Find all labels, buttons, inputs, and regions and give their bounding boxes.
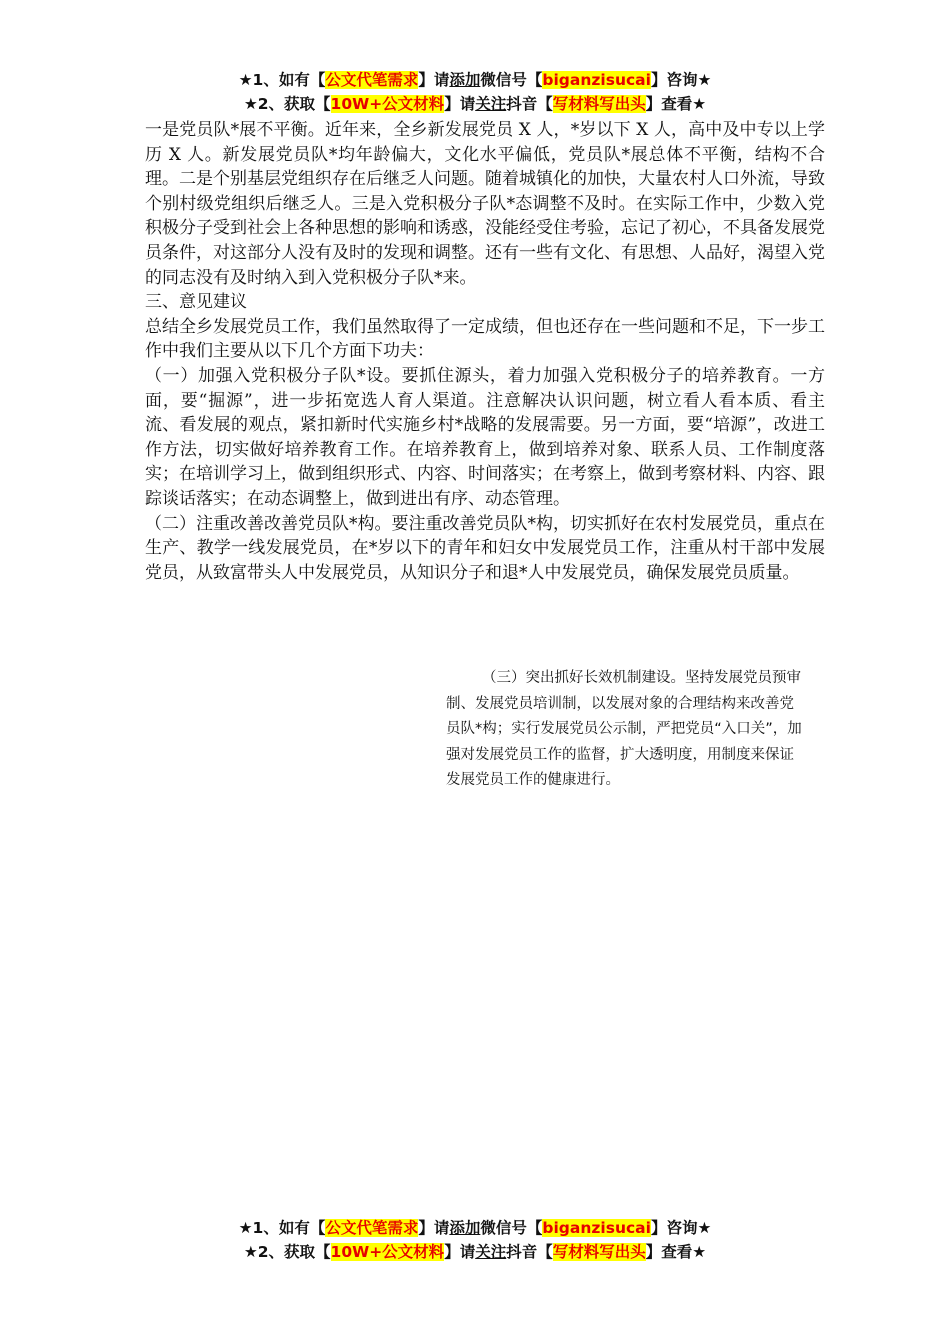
banner-text: 】查看★ [645,95,707,113]
highlight-wechat-id: biganzisucai [542,71,651,89]
banner-line-1 [0,68,950,92]
banner-text: 】请 [418,71,450,89]
banner-text: ★1、如有【 [238,1219,326,1237]
banner-text: 】查看★ [645,1243,707,1261]
highlight-materials: 10W+公文材料 [330,95,445,113]
banner-text: ★2、获取【 [243,1243,331,1261]
banner-text: 】请 [444,1243,476,1261]
highlight-materials: 10W+公文材料 [330,1243,445,1261]
banner-emphasis: 关注 [475,95,507,113]
banner-text: ★1、如有【 [238,71,326,89]
section-heading-suggestions: 三、意见建议 [145,292,247,313]
paragraph-suggestion-3: （三）突出抓好长效机制建设。坚持发展党员预审制、发展党员培训制，以发展对象的合理结构来改善党员队*构；实行发展党员公示制，严把党员“入口关”，加强对发展党员工作的监督，扩大透明度，用制度来保证发展党员工作的健康进行。 [446,670,802,789]
banner-text: 抖音【 [506,1243,553,1261]
paragraph-suggestion-2: （二）注重改善改善党员队*构。要注重改善党员队*构，切实抓好在农村发展党员，重点在生产、教学一线发展党员，在*岁以下的青年和妇女中发展党员工作，注重从村干部中发展党员，从致富带头人中发展党员，从知识分子和退*人中发展党员，确保发展党员质量。 [145,513,825,583]
footer-banner [0,1216,950,1264]
banner-text: 】请 [444,95,476,113]
highlight-service: 公文代笔需求 [325,1219,419,1237]
banner-emphasis: 关注 [475,1243,507,1261]
banner-line-1 [0,1216,950,1240]
highlight-douyin: 写材料写出头 [552,95,646,113]
banner-text: 】咨询★ [650,1219,712,1237]
banner-text: 】请 [418,1219,450,1237]
banner-text: 】咨询★ [650,71,712,89]
banner-line-2 [0,1240,950,1264]
banner-emphasis: 添加 [449,71,481,89]
header-banner [0,68,950,116]
document-body [145,118,825,585]
banner-emphasis: 添加 [449,1219,481,1237]
paragraph-summary: 总结全乡发展党员工作，我们虽然取得了一定成绩，但也还存在一些问题和不足，下一步工作中我们主要从以下几个方面下功夫： [145,316,825,362]
highlight-douyin: 写材料写出头 [552,1243,646,1261]
highlight-service: 公文代笔需求 [325,71,419,89]
banner-text: 微信号【 [480,1219,543,1237]
paragraph-suggestion-1: （一）加强入党积极分子队*设。要抓住源头，着力加强入党积极分子的培养教育。一方面，要“掘源”，进一步拓宽选人育人渠道。注意解决认识问题，树立看人看本质、看主流、看发展的观点，紧扣新时代实施乡村*战略的发展需要。另一方面，要“培源”，改进工作方法，切实做好培养教育工作。在培养教育上，做到培养对象、联系人员、工作制度落实；在培训学习上，做到组织形式、内容、时间落实；在考察上，做到考察材料、内容、跟踪谈话落实；在动态调整上，做到进出有序、动态管理。 [145,365,825,509]
banner-text: 抖音【 [506,95,553,113]
banner-line-2 [0,92,950,116]
paragraph-problems: 一是党员队*展不平衡。近年来，全乡新发展党员 X 人，*岁以下 X 人，高中及中专以上学历 X 人。新发展党员队*均年龄偏大，文化水平偏低，党员队*展总体不平衡，结构不合理。二是个别基层党组织存在后继乏人问题。随着城镇化的加快，大量农村人口外流，导致个别村级党组织后继乏人。三是入党积极分子队*态调整不及时。在实际工作中，少数入党积极分子受到社会上各种思想的影响和诱惑，没能经受住考验，忘记了初心，不具备发展党员条件，对这部分人没有及时的发现和调整。还有一些有文化、有思想、人品好，渴望入党的同志没有及时纳入到入党积极分子队*来。 [145,120,825,288]
banner-text: ★2、获取【 [243,95,331,113]
banner-text: 微信号【 [480,71,543,89]
highlight-wechat-id: biganzisucai [542,1219,651,1237]
